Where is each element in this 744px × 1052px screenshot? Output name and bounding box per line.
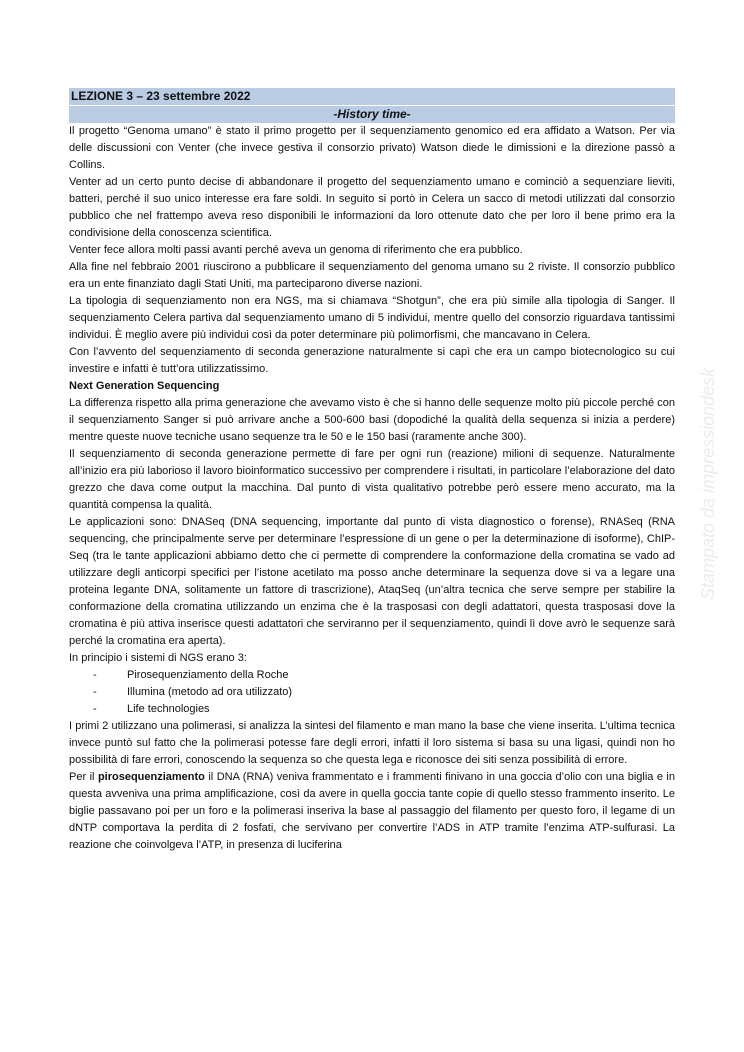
pyro-prefix: Per il xyxy=(69,771,98,783)
paragraph: Venter ad un certo punto decise di abbandonare il progetto del sequenziamento umano e cominciò a sequenziare lieviti, batteri, perché il suo unico interesse era fare soldi. In seguito si portò in Celera un sacco di metodi utilizzati dal consorzio pubblico che nel frattempo aveva reso disponibili le informazioni da loro ottenute dato che per loro il bene primo era la condivisione della conoscenza scientifica. xyxy=(69,176,675,239)
paragraph: In principio i sistemi di NGS erano 3: xyxy=(69,652,247,664)
ngs-systems-list xyxy=(69,667,675,718)
list-item: - Illumina (metodo ad ora utilizzato) xyxy=(93,684,675,701)
watermark: Stampato da impressiondesk xyxy=(698,367,718,600)
pyro-paragraph xyxy=(69,769,675,854)
paragraph: Alla fine nel febbraio 2001 riuscirono a pubblicare il sequenziamento del genoma umano su 2 riviste. Il consorzio pubblico era un ente finanziato dagli Stati Uniti, ma parteciparono diverse nazioni. xyxy=(69,261,675,290)
paragraph: Il sequenziamento di seconda generazione permette di fare per ogni run (reazione) milioni di sequenze. Naturalmente all’inizio era più laborioso il lavoro bioinformatico successivo per comprendere i risultati, in particolare l’elaborazione del dato grezzo che dava come output la macchina. Dal punto di vista qualitativo potrebbe però essere meno accurato, ma la quantità compensa la qualità. xyxy=(69,448,675,511)
pyro-term: pirosequenziamento xyxy=(97,771,205,783)
document-page xyxy=(69,88,675,854)
section-subtitle: -History time- xyxy=(69,105,675,123)
section-heading: Next Generation Sequencing xyxy=(69,380,220,392)
list-item: - Life technologies xyxy=(93,701,675,718)
paragraph: Il progetto “Genoma umano” è stato il primo progetto per il sequenziamento genomico ed era affidato a Watson. Per via delle discussioni con Venter (che invece gestiva il consorzio privato) Watson diede le dimissioni e la direzione passò a Collins. xyxy=(69,125,675,171)
paragraph: La differenza rispetto alla prima generazione che avevamo visto è che si hanno delle sequenze molto più piccole perché con il sequenziamento Sanger si può arrivare anche a 500-600 basi (dopodiché la qualità della sequenza si inizia a perdere) mentre queste nuove tecniche usano sequenze tra le 50 e le 150 basi (raramente anche 300). xyxy=(69,397,675,443)
paragraph: Con l’avvento del sequenziamento di seconda generazione naturalmente si capì che era un campo biotecnologico su cui investire e infatti è tutt’ora utilizzatissimo. xyxy=(69,346,675,375)
list-item: - Pirosequenziamento della Roche xyxy=(93,667,675,684)
paragraph: I primi 2 utilizzano una polimerasi, si analizza la sintesi del filamento e man mano la base che viene inserita. L’ultima tecnica invece puntò sul fatto che la polimerasi potesse fare degli errori, infatti il loro sistema si basa su una ligasi, quindi non ho possibilità di fare errori, conoscendo la sequenza so che questa lega e riconosce dei siti senza possibilità di errore. xyxy=(69,720,675,766)
lesson-title: LEZIONE 3 – 23 settembre 2022 xyxy=(69,88,675,105)
paragraph: Le applicazioni sono: DNASeq (DNA sequencing, importante dal punto di vista diagnostico o forense), RNASeq (RNA sequencing, che principalmente serve per determinare l’espressione di un gene o per la determinazione di isoforme), ChIP-Seq (tra le tante applicazioni abbiamo detto che ci permette di comprendere la conformazione della cromatina se vado ad utilizzare degli anticorpi specifici per l’istone acetilato ma posso anche determinare la sequenza dove si va a legare una proteina legante DNA, solitamente un fattore di trascrizione), AtaqSeq (un’altra tecnica che serve sempre per stabilire la conformazione della cromatina utilizzando un enzima che è la trasposasi con degli adattatori, questa trasposasi dove la cromatina è più attiva inserisce questi adattatori che serviranno per il sequenziamento, quindi lì dove avrò le sequenze sarà perché la cromatina era aperta). xyxy=(69,516,675,647)
pyro-text: il DNA (RNA) veniva frammentato e i frammenti finivano in una goccia d’olio con una biglia e in questa avveniva una prima amplificazione, così da avere in quella goccia tante copie di quello stesso frammento inserito. Le biglie passavano poi per un foro e la polimerasi inseriva la base al passaggio del filamento per questo foro, il legame di un dNTP comportava la perdita di 2 fosfati, che servivano per convertire l’ADS in ATP tramite l’enzima ATP-sulfurasi. La reazione che coinvolgeva l’ATP, in presenza di luciferina xyxy=(69,771,675,851)
paragraph: Venter fece allora molti passi avanti perché aveva un genoma di riferimento che era pubblico. xyxy=(69,244,523,256)
paragraph: La tipologia di sequenziamento non era NGS, ma si chiamava “Shotgun”, che era più simile alla tipologia di Sanger. Il sequenziamento Celera partiva dal sequenziamento umano di 5 individui, mentre quello del consorzio riguardava tantissimi individui. È meglio avere più individui così da poter determinare più polimorfismi, che mancavano in Celera. xyxy=(69,295,675,341)
